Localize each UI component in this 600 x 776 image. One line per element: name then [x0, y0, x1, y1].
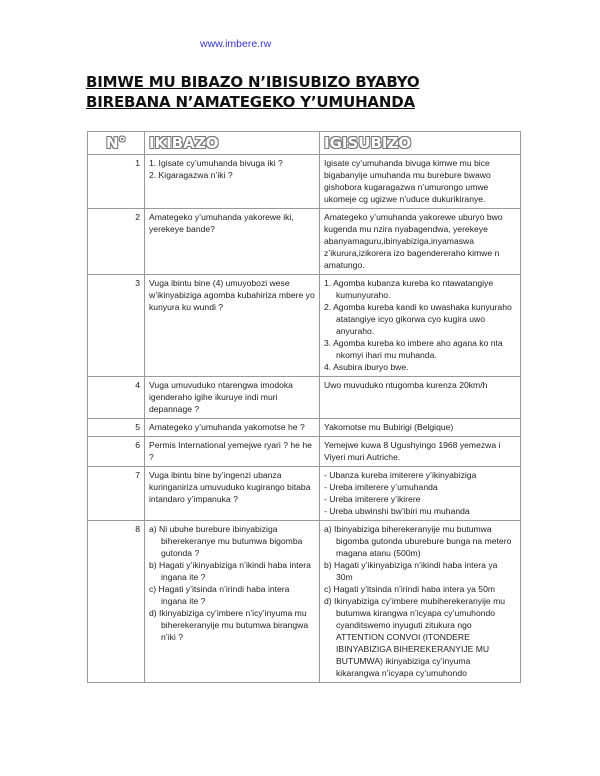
list-item: - Ureba imiterere y’umuhanda: [324, 482, 438, 492]
table-row: [88, 155, 521, 209]
list-item: d) Ikinyabiziga cy’imbere n’icy’inyuma mu biherekeranyije mu butumwa birangwa n’iki ?: [149, 608, 309, 642]
question-cell: [145, 467, 320, 521]
question-list: [149, 469, 315, 505]
table-row: [88, 467, 521, 521]
table-body: [88, 155, 521, 683]
answer-cell: [320, 437, 521, 467]
question-cell: [145, 155, 320, 209]
answer-list: [324, 469, 516, 517]
list-item: - Ubanza kureba imiterere y’ikinyabiziga: [324, 470, 477, 480]
list-item: 1. Igisate cy’umuhanda bivuga iki ?: [149, 158, 283, 168]
list-item: a) Ibinyabiziga biherekeranyije mu butumwa bigomba gutonda uburebure bunga na metero magana atanu (500m): [324, 524, 512, 558]
row-number: 8: [88, 521, 145, 683]
list-item: Yemejwe kuwa 8 Ugushyingo 1968 yemezwa i Viyeri muri Autriche.: [324, 440, 501, 462]
list-item: Vuga ibintu bine (4) umuyobozi wese w’ikinyabiziga agomba kubahiriza mbere yo kunyura ku wundi ?: [149, 278, 315, 312]
row-number: 3: [88, 275, 145, 377]
row-number: 4: [88, 377, 145, 419]
list-item: c) Hagati y’itsinda n’irindi haba intera ingana ite ?: [149, 584, 290, 606]
list-item: c) Hagati y’itsinda n’irindi haba intera ya 50m: [324, 584, 496, 594]
list-item: 2. Kigaragazwa n’iki ?: [149, 170, 233, 180]
table-row: [88, 437, 521, 467]
answer-list: [324, 379, 516, 391]
list-item: 3. Agomba kureba ko imbere aho agana ko nta nkomyi ihari mu muhanda.: [324, 338, 503, 360]
question-list: [149, 211, 315, 235]
list-item: Amategeko y’umuhanda yakorewe iki, yerekeye bande?: [149, 212, 294, 234]
answer-cell: [320, 377, 521, 419]
list-item: - Ureba ubwinshi bw’ibiri mu muhanda: [324, 506, 470, 516]
list-item: b) Hagati y’ikinyabiziga n’ikindi haba intera ya 30m: [324, 560, 498, 582]
answer-list: [324, 211, 516, 271]
answer-cell: [320, 419, 521, 437]
list-item: Permis International yemejwe ryari ? he he ?: [149, 440, 312, 462]
answer-list: [324, 157, 516, 205]
answer-cell: [320, 155, 521, 209]
question-list: [149, 277, 315, 313]
question-cell: [145, 275, 320, 377]
table-row: [88, 209, 521, 275]
list-item: a) Ni ubuhe burebure ibinyabiziga biherekeranye mu butumwa bigomba gutonda ?: [149, 524, 303, 558]
question-cell: [145, 437, 320, 467]
question-cell: [145, 521, 320, 683]
list-item: Vuga ibintu bine by’ingenzi ubanza kuringaniriza umuvuduko kugirango bitaba intandaro y’impanuka ?: [149, 470, 311, 504]
table-row: [88, 521, 521, 683]
list-item: 2. Agomba kureba kandi ko uwashaka kunyuraho atatangiye icyo gikorwa cyo kugira uwo anyuraho.: [324, 302, 512, 336]
header-answer: IGISUBIZO: [320, 132, 521, 155]
question-cell: [145, 419, 320, 437]
header-question: IKIBAZO: [145, 132, 320, 155]
row-number: 6: [88, 437, 145, 467]
page-title: [86, 72, 419, 112]
answer-list: [324, 523, 516, 679]
list-item: - Ureba imiterere y’ikirere: [324, 494, 421, 504]
question-list: [149, 439, 315, 463]
answer-cell: [320, 521, 521, 683]
table-header-row: [88, 132, 521, 155]
question-list: [149, 421, 315, 433]
list-item: 1. Agomba kubanza kureba ko ntawatangiye kumunyuraho.: [324, 278, 494, 300]
list-item: Vuga umuvuduko ntarengwa imodoka igenderaho igihe ikuruye indi muri depannage ?: [149, 380, 293, 414]
list-item: Yakomotse mu Bubirigi (Belgique): [324, 422, 454, 432]
question-list: [149, 157, 315, 181]
row-number: 5: [88, 419, 145, 437]
row-number: 7: [88, 467, 145, 521]
answer-list: [324, 421, 516, 433]
table-row: [88, 275, 521, 377]
list-item: Igisate cy’umuhanda bivuga kimwe mu bice bigabanyije umuhanda mu burebure bwawo gishobora kugaragazwa n’umurongo umwe ukomeje cg ugizwe n’uduce dukurikiranye.: [324, 158, 491, 204]
question-cell: [145, 377, 320, 419]
answer-list: [324, 439, 516, 463]
table-row: [88, 419, 521, 437]
list-item: 4. Asubira iburyo bwe.: [324, 362, 409, 372]
answer-cell: [320, 275, 521, 377]
row-number: 2: [88, 209, 145, 275]
header-number: N°: [88, 132, 145, 155]
site-link[interactable]: www.imbere.rw: [200, 38, 272, 50]
list-item: Amategeko y’umuhanda yakomotse he ?: [149, 422, 305, 432]
answer-list: [324, 277, 516, 373]
answer-cell: [320, 209, 521, 275]
title-line-1: BIMWE MU BIBAZO N’IBISUBIZO BYABYO: [86, 73, 420, 91]
title-line-2: BIREBANA N’AMATEGEKO Y’UMUHANDA: [86, 93, 415, 111]
list-item: b) Hagati y’ikinyabiziga n’ikindi haba intera ingana ite ?: [149, 560, 311, 582]
question-cell: [145, 209, 320, 275]
table-row: [88, 377, 521, 419]
list-item: d) Ikinyabiziga cy’imbere mubiherekeranyije mu butumwa kirangwa n’icyapa cy’umuhondo cyanditswemo inyuguti zitukura ngo ATTENTION CONVOI (ITONDERE IBINYABIZIGA BIHEREKERANYIJE MU BUTUMWA) ikinyabiziga cy’inyuma kikarangwa n’icyapa cy’umuhondo: [324, 596, 506, 678]
qa-table: [87, 131, 521, 683]
question-list: [149, 523, 315, 643]
list-item: Amategeko y’umuhanda yakorewe uburyo bwo kugenda mu nzira nyabagendwa, yerekeye abanyamaguru,ibinyabiziga,inyamaswa z’ikurura,izikorera izo bagendereraho kimwe n amatungo.: [324, 212, 503, 270]
list-item: Uwo muvuduko ntugomba kurenza 20km/h: [324, 380, 488, 390]
row-number: 1: [88, 155, 145, 209]
answer-cell: [320, 467, 521, 521]
question-list: [149, 379, 315, 415]
